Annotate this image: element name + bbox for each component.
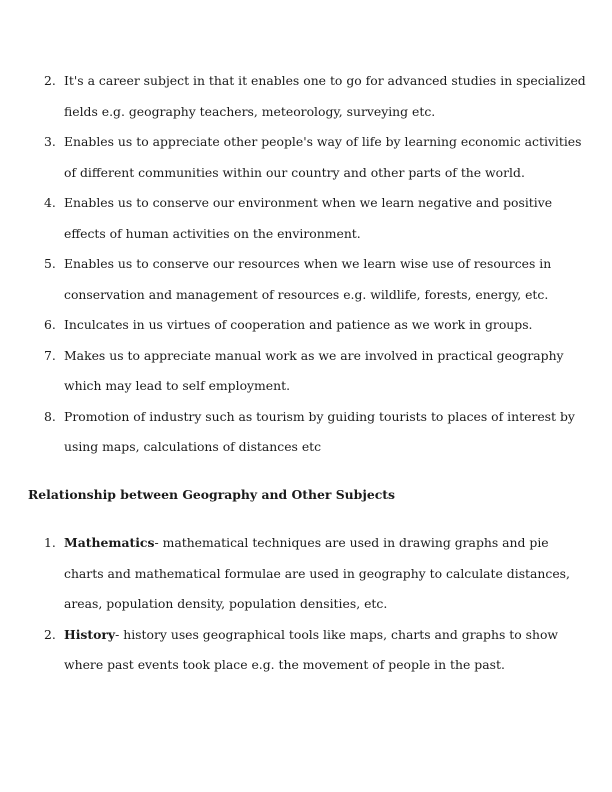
item-text: Enables us to conserve our environment when we learn negative and positive effects of human activities on the environment. xyxy=(64,195,553,241)
section-heading: Relationship between Geography and Other Subjects xyxy=(28,487,395,502)
importance-list xyxy=(0,66,612,463)
item-number: 2. xyxy=(44,626,56,642)
item-number: 1. xyxy=(44,535,56,550)
item-number: 2. xyxy=(44,73,56,88)
item-text: - mathematical techniques are used in drawing graphs and pie charts and mathematical formulae are used in geography to calculate distances, areas, population density, population densities, etc. xyxy=(64,535,570,611)
item-text: Makes us to appreciate manual work as we are involved in practical geography which may lead to self employment. xyxy=(64,347,564,393)
list-item xyxy=(0,310,612,341)
list-item xyxy=(0,620,612,681)
item-text: - history uses geographical tools like maps, charts and graphs to show where past events took place e.g. the movement of people in the past. xyxy=(64,626,559,672)
subject-term: Mathematics xyxy=(64,535,155,550)
list-item xyxy=(0,127,612,188)
item-number: 5. xyxy=(44,256,56,271)
list-item xyxy=(0,528,612,620)
item-text: Inculcates in us virtues of cooperation and patience as we work in groups. xyxy=(64,317,533,332)
subject-term: History xyxy=(64,626,116,642)
item-text: Promotion of industry such as tourism by guiding tourists to places of interest by using maps, calculations of distances etc xyxy=(64,408,575,454)
item-text: It's a career subject in that it enables one to go for advanced studies in specialized fields e.g. geography teachers, meteorology, surveying etc. xyxy=(64,73,586,119)
list-item xyxy=(0,402,612,463)
item-number: 8. xyxy=(44,408,56,424)
list-item xyxy=(0,249,612,310)
item-number: 7. xyxy=(44,347,56,363)
item-number: 6. xyxy=(44,317,56,332)
item-text: Enables us to appreciate other people's way of life by learning economic activities of different communities within our country and other parts of the world. xyxy=(64,134,582,180)
list-item xyxy=(0,188,612,249)
list-item xyxy=(0,341,612,402)
item-number: 4. xyxy=(44,195,56,210)
list-item xyxy=(0,66,612,127)
item-text: Enables us to conserve our resources when we learn wise use of resources in conservation and management of resources e.g. wildlife, forests, energy, etc. xyxy=(64,256,552,302)
relationship-list xyxy=(0,528,612,681)
item-number: 3. xyxy=(44,134,56,149)
